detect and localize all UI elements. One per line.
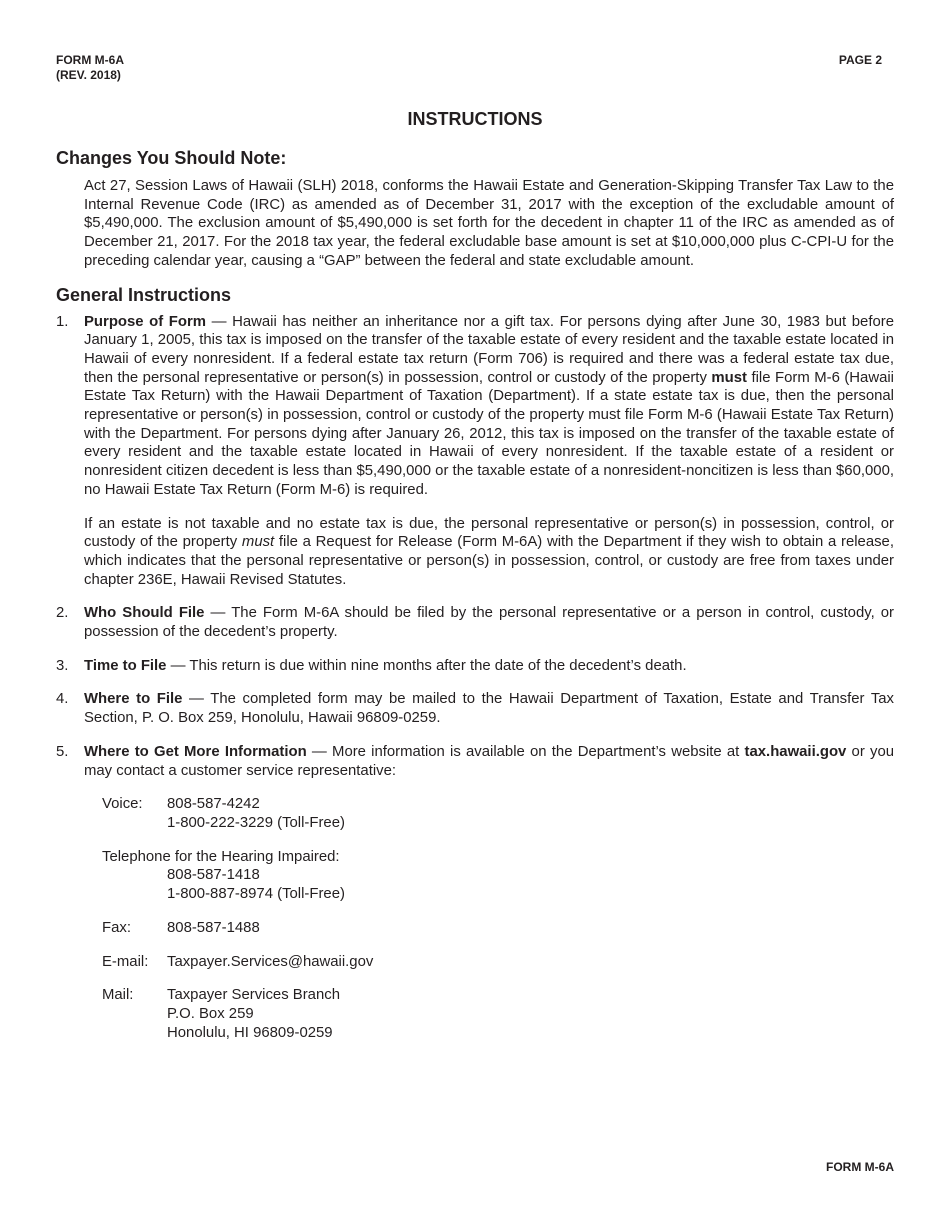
changes-paragraph: Act 27, Session Laws of Hawaii (SLH) 2018, conforms the Hawaii Estate and Generation-Skipping Transfer Tax Law to the Internal Revenue Code (IRC) as amended as of December 31, 2017 with the exception of the excludable amount of $5,490,000. The exclusion amount of $5,490,000 is set forth for the decedent in chapter 11 of the IRC as amended as of December 21, 2017. For the 2018 tax year, the federal excludable base amount is set at $10,000,000 plus C-CPI-U for the preceding calendar year, causing a “GAP” between the federal and state excludable amount. bbox=[84, 178, 894, 269]
contact-email bbox=[102, 953, 894, 972]
contact-label: Fax: bbox=[102, 919, 131, 936]
contact-label: Voice: bbox=[102, 796, 143, 813]
item-label: Who Should File bbox=[84, 605, 205, 622]
email-address[interactable]: Taxpayer.Services@hawaii.gov bbox=[167, 953, 374, 970]
form-id: FORM M-6A bbox=[56, 53, 124, 67]
contact-voice bbox=[102, 795, 894, 832]
item-text: — The Form M-6A should be filed by the personal representative or a person in control, custody, or possession of the decedent’s property. bbox=[84, 605, 895, 641]
item-emphasis: must bbox=[711, 369, 747, 386]
website-link[interactable]: tax.hawaii.gov bbox=[744, 743, 847, 760]
instruction-item-where-to-file bbox=[56, 690, 894, 727]
item-number: 3. bbox=[56, 657, 69, 674]
changes-heading: Changes You Should Note: bbox=[56, 148, 287, 168]
contact-list bbox=[102, 795, 894, 1042]
item-text: file a Request for Release (Form M-6A) with the Department if they wish to obtain a release, which indicates that the personal representative or person(s) in possession, control, or custody are free from taxes under chapter 236E, Hawaii Revised Statutes. bbox=[84, 534, 894, 588]
item-number: 2. bbox=[56, 605, 69, 622]
contact-hearing-impaired bbox=[102, 848, 894, 904]
instruction-item-time-to-file bbox=[56, 657, 894, 676]
fax-number: 808-587-1488 bbox=[167, 919, 260, 936]
form-footer: FORM M-6A bbox=[826, 1160, 894, 1174]
item-text: — More information is available on the Department’s website at bbox=[306, 743, 745, 760]
item-label: Purpose of Form bbox=[84, 313, 207, 330]
mail-line: P.O. Box 259 bbox=[167, 1005, 254, 1022]
item-number: 5. bbox=[56, 743, 69, 760]
item-text: If an estate is not taxable and no estate tax is due, the personal representative or person(s) in possession, control, or custody of the property bbox=[84, 515, 894, 551]
item-label: Where to File bbox=[84, 691, 183, 708]
item-text: — The completed form may be mailed to the Hawaii Department of Taxation, Estate and Transfer Tax Section, P. O. Box 259, Honolulu, Hawaii 96809-0259. bbox=[84, 691, 894, 727]
item-number: 4. bbox=[56, 691, 69, 708]
contact-label: Mail: bbox=[102, 987, 134, 1004]
mail-line: Honolulu, HI 96809-0259 bbox=[167, 1024, 333, 1041]
item-text: — Hawaii has neither an inheritance nor a gift tax. For persons dying after June 30, 1983 but before January 1, 2005, this tax is imposed on the transfer of the taxable estate of every resident and the taxable estate located in Hawaii of every nonresident. If a federal estate tax return (Form 706) is required and there was a federal estate tax due, then the personal representative or person(s) in possession, control or custody of the property bbox=[84, 313, 894, 386]
phone-number: 1-800-222-3229 (Toll-Free) bbox=[167, 814, 345, 831]
item-text: — This return is due within nine months after the date of the decedent’s death. bbox=[166, 657, 687, 674]
release-paragraph bbox=[84, 515, 894, 590]
item-label: Time to File bbox=[84, 657, 167, 674]
mail-line: Taxpayer Services Branch bbox=[167, 987, 340, 1004]
item-text: file Form M-6 (Hawaii Estate Tax Return) with the Hawaii Department of Taxation (Department). If a state estate tax is due, then the personal representative or person(s) in possession, control or custody of the property must file Form M-6 (Hawaii Estate Tax Return) with the Department. For persons dying after January 26, 2012, this tax is imposed on the transfer of the taxable estate of every resident and the taxable estate located in Hawaii of every nonresident. If the taxable estate of a resident or nonresident citizen decedent is less than $5,490,000 or the taxable estate of a nonresident-noncitizen is less than $60,000, no Hawaii Estate Tax Return (Form M-6) is required. bbox=[84, 369, 894, 498]
contact-label: Telephone for the Hearing Impaired: bbox=[102, 848, 340, 865]
contact-mail bbox=[102, 986, 894, 1042]
instructions-body bbox=[56, 146, 894, 1042]
form-header-left bbox=[56, 53, 124, 83]
form-revision: (REV. 2018) bbox=[56, 68, 121, 82]
phone-number: 808-587-1418 bbox=[167, 867, 260, 884]
instruction-item-who-should-file bbox=[56, 604, 894, 641]
general-instructions-heading: General Instructions bbox=[56, 284, 232, 305]
contact-fax bbox=[102, 919, 894, 938]
contact-label: E-mail: bbox=[102, 953, 149, 970]
page-number: PAGE 2 bbox=[838, 53, 882, 67]
instruction-item-more-information bbox=[56, 743, 894, 780]
phone-number: 1-800-887-8974 (Toll-Free) bbox=[167, 886, 345, 903]
item-number: 1. bbox=[56, 313, 69, 330]
item-text: or you may contact a customer service representative: bbox=[84, 743, 895, 779]
page-title: INSTRUCTIONS bbox=[407, 109, 543, 129]
item-label: Where to Get More Information bbox=[84, 743, 307, 760]
phone-number: 808-587-4242 bbox=[167, 796, 260, 813]
instruction-item-purpose bbox=[56, 313, 894, 500]
item-emphasis: must bbox=[241, 534, 275, 551]
